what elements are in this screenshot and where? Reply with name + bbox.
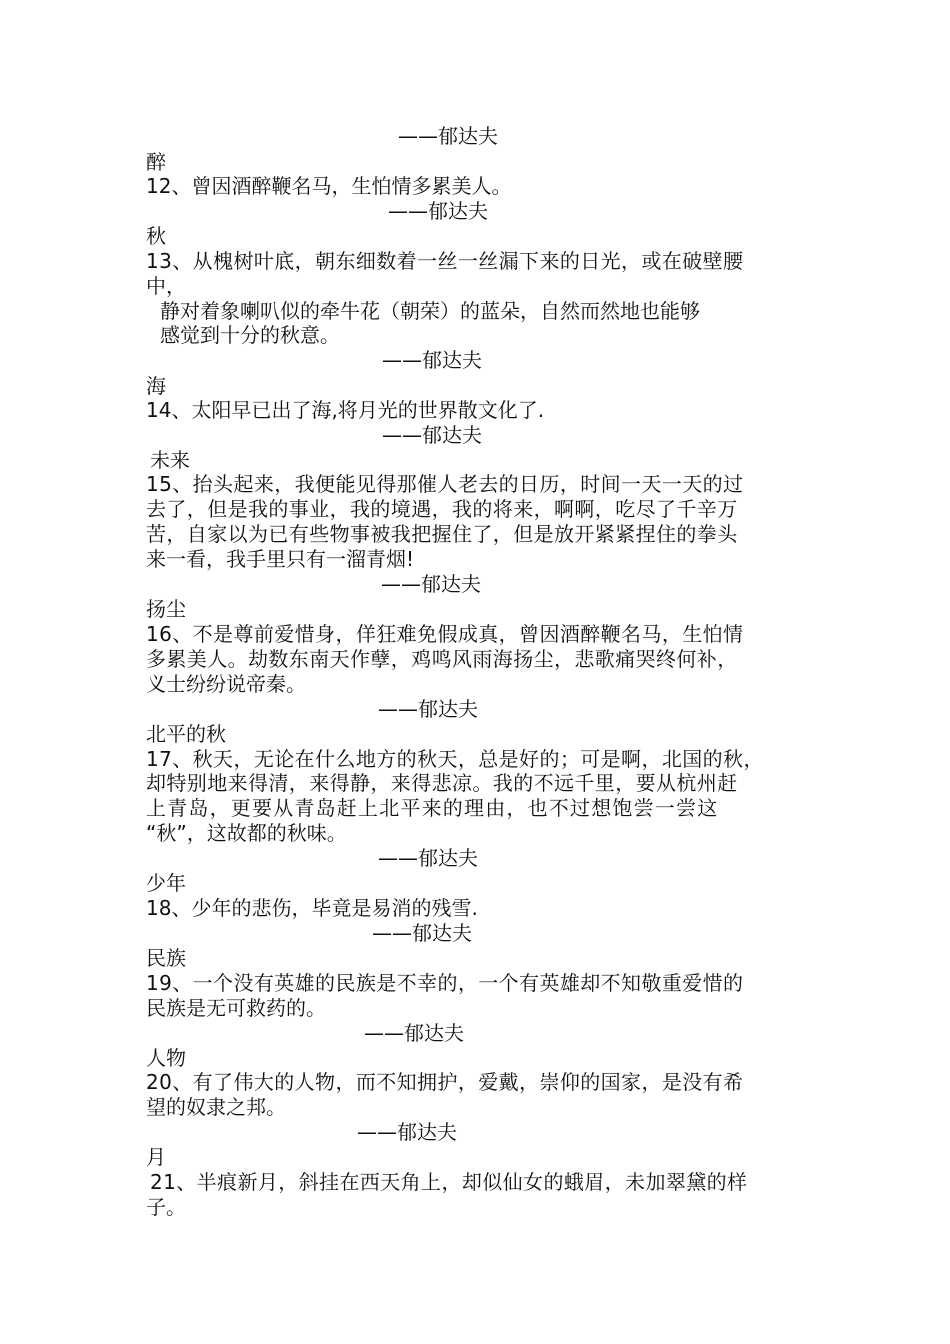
quote-line: 苦，自家以为已有些物事被我把握住了，但是放开紧紧捏住的拳头 (146, 522, 738, 546)
quote-line: 静对着象喇叭似的牵牛花（朝荣）的蓝朵，自然而然地也能够 (160, 299, 700, 323)
section-heading: 未来 (150, 448, 190, 472)
section-heading: 民族 (146, 946, 186, 970)
quote-line: 16、不是尊前爱惜身，佯狂难免假成真，曾因酒醉鞭名马，生怕情 (146, 622, 744, 646)
quote-line: 19、一个没有英雄的民族是不幸的，一个有英雄却不知敬重爱惜的 (146, 971, 744, 995)
quote-line: 望的奴隶之邦。 (146, 1095, 286, 1119)
quote-line: 来一看，我手里只有一溜青烟! (146, 547, 415, 571)
section-heading: 北平的秋 (146, 722, 226, 746)
section-heading: 海 (146, 374, 166, 398)
attribution: ——郁达夫 (381, 572, 481, 596)
section-heading: 人物 (146, 1046, 186, 1070)
quote-line: 20、有了伟大的人物，而不知拥护，爱戴，崇仰的国家，是没有希 (146, 1070, 744, 1094)
quote-line: 14、太阳早已出了海,将月光的世界散文化了. (146, 398, 545, 422)
quote-line: 感觉到十分的秋意。 (160, 323, 340, 347)
quote-line: 中， (146, 274, 186, 298)
section-heading: 扬尘 (146, 597, 186, 621)
quote-line: 17、秋天，无论在什么地方的秋天，总是好的；可是啊，北国的秋， (146, 747, 764, 771)
section-heading: 少年 (146, 871, 186, 895)
attribution: ——郁达夫 (382, 348, 482, 372)
attribution: ——郁达夫 (378, 846, 478, 870)
quote-line: 13、从槐树叶底，朝东细数着一丝一丝漏下来的日光，或在破壁腰 (146, 249, 744, 273)
quote-line: 多累美人。劫数东南天作孽，鸡鸣风雨海扬尘，悲歌痛哭终何补， (146, 647, 738, 671)
section-heading: 月 (146, 1145, 166, 1169)
quote-line: 21、半痕新月，斜挂在西天角上，却似仙女的蛾眉，未加翠黛的样 (150, 1170, 748, 1194)
quote-line: 民族是无可救药的。 (146, 996, 326, 1020)
quote-line: 15、抬头起来，我便能见得那催人老去的日历，时间一天一天的过 (146, 472, 744, 496)
attribution: ——郁达夫 (357, 1120, 457, 1144)
attribution: ——郁达夫 (378, 697, 478, 721)
attribution: ——郁达夫 (388, 199, 488, 223)
quote-line: “秋”，这故都的秋味。 (146, 821, 347, 845)
attribution: ——郁达夫 (398, 124, 498, 148)
quote-line: 12、曾因酒醉鞭名马，生怕情多累美人。 (146, 174, 512, 198)
quote-line: 义士纷纷说帝秦。 (146, 672, 306, 696)
attribution: ——郁达夫 (382, 423, 482, 447)
quote-line: 去了，但是我的事业，我的境遇，我的将来，啊啊，吃尽了千辛万 (146, 497, 738, 521)
attribution: ——郁达夫 (372, 921, 472, 945)
quote-line: 子。 (146, 1195, 186, 1219)
attribution: ——郁达夫 (364, 1021, 464, 1045)
quote-line: 18、少年的悲伤，毕竟是易消的残雪. (146, 896, 478, 920)
section-heading: 醉 (146, 150, 166, 174)
section-heading: 秋 (146, 224, 166, 248)
quote-line: 却特别地来得清，来得静，来得悲凉。我的不远千里，要从杭州赶 (146, 771, 738, 795)
quote-line: 上青岛，更要从青岛赶上北平来的理由，也不过想饱尝一尝这 (146, 796, 719, 820)
